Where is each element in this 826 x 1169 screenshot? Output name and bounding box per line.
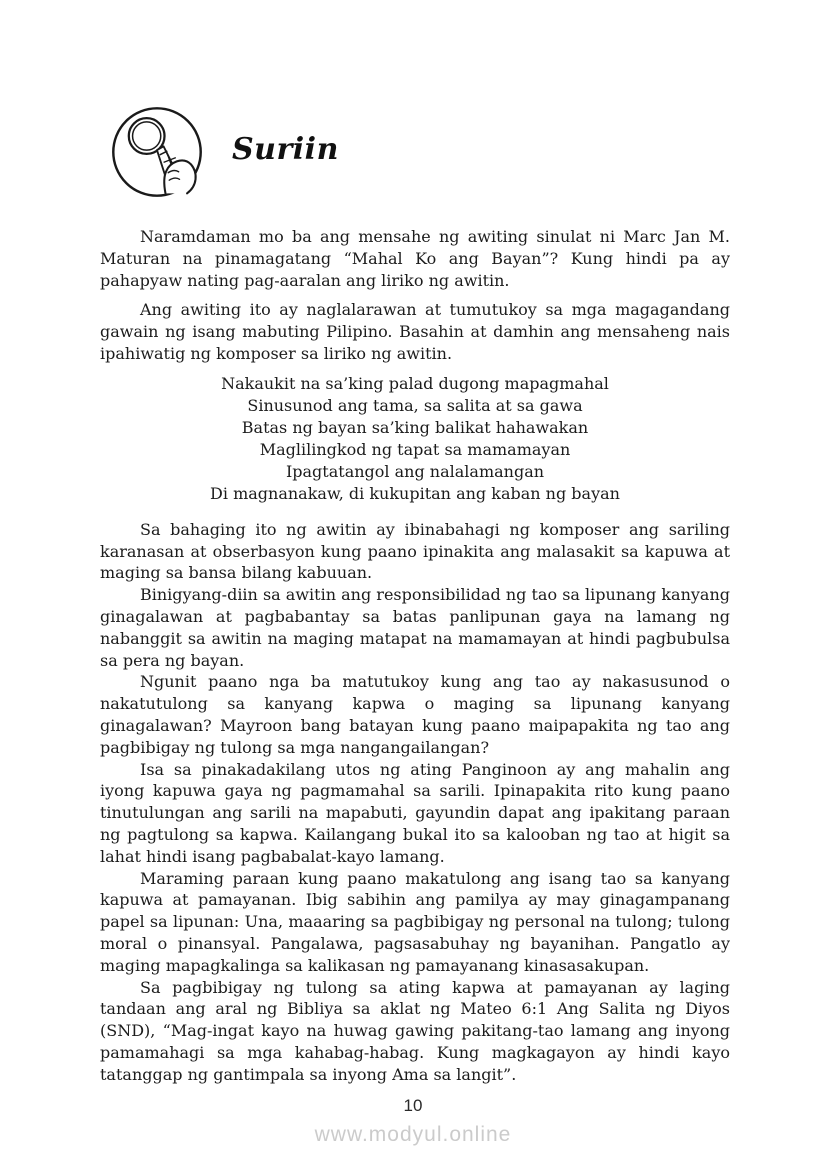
paragraph-body-4: Isa sa pinakadakilang utos ng ating Panginoon ay ang mahalin ang iyong kapuwa gaya ng pagmamahal sa sarili. Ipinapakita rito kung paano tinutulungan ang sarili na mapabuti, gayundin dapat ang ipakitang paraan ng pagtulong sa kapwa. Kailangang bukal ito sa kalooban ng tao at higit sa lahat hindi isang pagbabalat-kayo lamang. xyxy=(100,759,730,866)
magnifier-hand-icon xyxy=(110,105,204,199)
section-header xyxy=(0,0,826,199)
page-number: 10 xyxy=(403,1096,423,1115)
paragraph-intro-1: Naramdaman mo ba ang mensahe ng awiting sinulat ni Marc Jan M. Maturan na pinamagatang “Mahal Ko ang Bayan”? Kung hindi pa ay pahapyaw nating pag-aaralan ang liriko ng awitin. xyxy=(100,227,730,290)
paragraph-intro-2: Ang awiting ito ay naglalarawan at tumutukoy sa mga magagandang gawain ng isang mabuting Pilipino. Basahin at damhin ang mensaheng nais ipahiwatig ng komposer sa liriko ng awitin. xyxy=(100,300,730,363)
paragraph-body-5: Maraming paraan kung paano makatulong ang isang tao sa kanyang kapuwa at pamayanan. Ibig sabihin ang pamilya ay may ginagampanang papel sa lipunan: Una, maaaring sa pagbibigay ng personal na tulong; tulong moral o pinansyal. Pangalawa, pagsasabuhay ng bayanihan. Pangatlo ay maging mapagkalinga sa kalikasan ng pamayanang kinasasakupan. xyxy=(100,868,730,975)
lyric-line: Maglilingkod ng tapat sa mamamayan xyxy=(259,439,571,459)
paragraph-body-2: Binigyang-diin sa awitin ang responsibilidad ng tao sa lipunang kanyang ginagalawan at pagbabantay sa batas panlipunan gaya na lamang ng nabanggit sa awitin na maging matapat na mamamayan at hindi pagbubulsa sa pera ng bayan. xyxy=(100,585,730,670)
lyric-line: Nakaukit na sa’king palad dugong mapagmahal xyxy=(221,373,609,393)
page-body xyxy=(100,226,730,1086)
lyric-line: Batas ng bayan sa’king balikat hahawakan xyxy=(241,417,589,437)
paragraph-body-1: Sa bahaging ito ng awitin ay ibinabahagi ng komposer ang sariling karanasan at obserbasyon kung paano ipinakita ang malasakit sa kapuwa at maging sa bansa bilang kabuuan. xyxy=(100,519,730,583)
paragraph-body-6: Sa pagbibigay ng tulong sa ating kapwa at pamayanan ay laging tandaan ang aral ng Bibliya sa aklat ng Mateo 6:1 Ang Salita ng Diyos (SND), “Mag-ingat kayo na huwag gawing pakitang-tao lamang ang inyong pamamahagi sa mga kahabag-habag. Kung magkagayon ay hindi kayo tatanggap ng gantimpala sa inyong Ama sa langit”. xyxy=(100,977,730,1084)
lyric-line: Di magnanakaw, di kukupitan ang kaban ng bayan xyxy=(210,483,620,503)
lyric-line: Ipagtatangol ang nalalamangan xyxy=(285,461,545,481)
page-footer xyxy=(0,1096,826,1147)
lyric-line: Sinusunod ang tama, sa salita at sa gawa xyxy=(247,395,583,415)
section-title: Suriin xyxy=(232,131,339,167)
watermark: www.modyul.online xyxy=(314,1123,512,1146)
song-lyrics xyxy=(100,373,730,505)
paragraph-body-3: Ngunit paano nga ba matutukoy kung ang tao ay nakasusunod o nakatutulong sa kanyang kapwa o maging sa lipunang kanyang ginagalawan? Mayroon bang batayan kung paano maipapakita ng tao ang pagbibigay ng tulong sa mga nangangailangan? xyxy=(100,672,730,757)
